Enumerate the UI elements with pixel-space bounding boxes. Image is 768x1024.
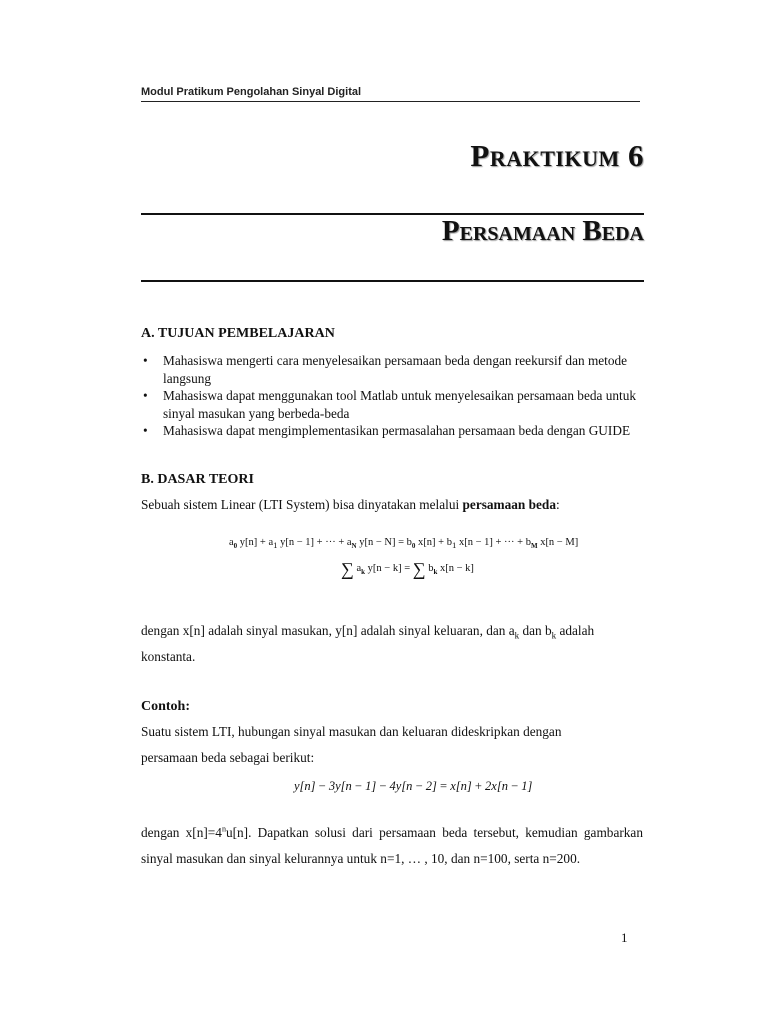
explanation-paragraph [141,618,594,670]
explanation-text: adalah [556,623,595,638]
intro-colon: : [555,497,560,512]
explanation-text: dengan x[n] adalah sinyal masukan, y[n] adalah sinyal keluaran, dan a [141,623,515,638]
chapter-subtitle: Persamaan Beda [441,215,644,247]
objective-item: • Mahasiswa dapat mengimplementasikan permasalahan persamaan beda dengan GUIDE [141,422,641,440]
objectives-list [141,352,641,440]
difference-equation-line2: ∑ $a_k$ y[n − k] = ∑ $b_k$ x[n − k] [341,559,474,579]
example-heading: Contoh: [141,699,191,714]
header-rule [141,101,640,102]
page-number: 1 [621,930,628,945]
difference-equation-line1: $a_0$ $y[n] + a_1$ y[n − 1] + ··· + $a_N$ $y[n - N] = b_0$ $x[n] + b_1$ x[n − 1] + ··· + $b_M$ x[n − M] [229,537,579,551]
running-header: Modul Pratikum Pengolahan Sinyal Digital [141,86,362,98]
task-text: dengan x[n]=4 [141,825,222,840]
example-paragraph [141,719,562,771]
task-text: u[n]. Dapatkan solusi dari persamaan beda tersebut, kemudian gambarkan sinyal masukan dan sinyal kelurannya untuk n=1, … , 10, dan n=100, serta n=200. [141,825,643,866]
explanation-subscript: k [514,630,520,641]
intro-paragraph [141,492,560,518]
explanation-subscript: k [551,630,557,641]
chapter-title: Praktikum 6 [470,138,644,173]
explanation-text: konstanta. [141,649,196,664]
task-superscript: n [221,824,226,834]
title-rule-bottom [141,280,644,282]
example-text: persamaan beda sebagai berikut: [141,750,315,765]
objective-item: • Mahasiswa dapat menggunakan tool Matlab untuk menyelesaikan persamaan beda untuk sinyal masukan yang berbeda-beda [141,387,641,422]
intro-bold-term: persamaan beda [462,497,556,512]
explanation-text: dan b [519,623,552,638]
example-equation: y[n] − 3y[n − 1] − 4y[n − 2] = x[n] + 2x[n − 1] [294,779,533,793]
task-paragraph [141,820,643,872]
section-b-heading: B. DASAR TEORI [141,472,254,487]
objective-item: • Mahasiswa mengerti cara menyelesaikan persamaan beda dengan reekursif dan metode langsung [141,352,641,387]
intro-text: Sebuah sistem Linear (LTI System) bisa dinyatakan melalui [141,497,463,512]
example-text: Suatu sistem LTI, hubungan sinyal masukan dan keluaran dideskripkan dengan [141,724,562,739]
section-a-heading: A. TUJUAN PEMBELAJARAN [141,326,335,341]
